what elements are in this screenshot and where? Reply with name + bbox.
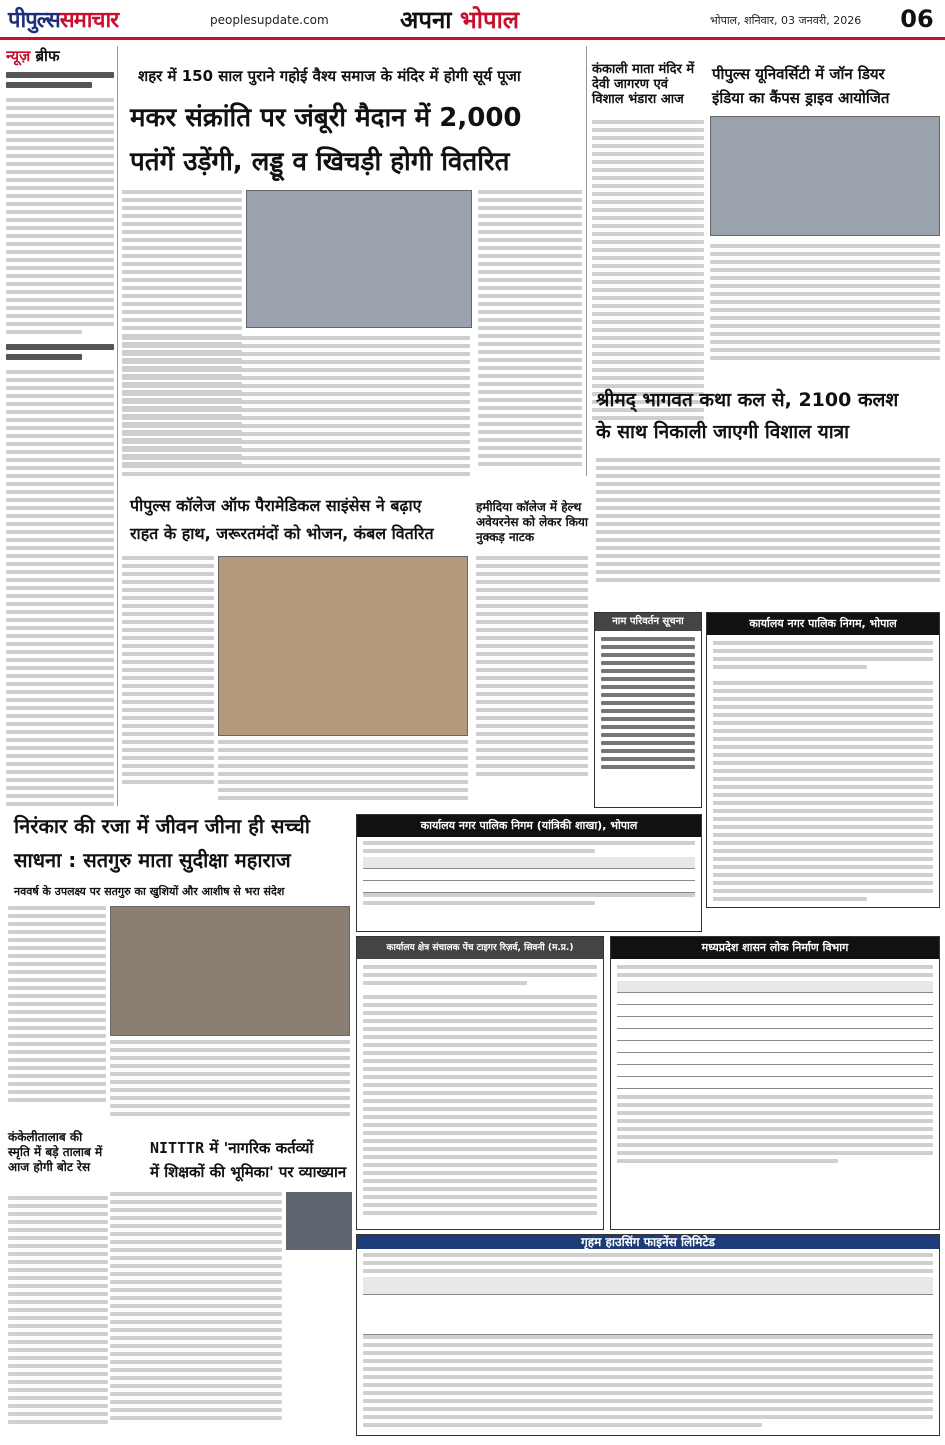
university-headline-line1: पीपुल्स यूनिवर्सिटी में जॉन डियर: [712, 65, 885, 83]
nirankar-headline-line2: साधना : सतगुरु माता सुदीक्षा महाराज: [14, 848, 291, 872]
brand-logo: पीपुल्ससमाचार: [8, 8, 119, 33]
blanket-distribution-photo: [218, 556, 468, 736]
nitttr-headline-line1: NITTTR में 'नागरिक कर्तव्यों: [150, 1139, 314, 1157]
university-body: [710, 244, 940, 374]
paramedical-column: [122, 556, 214, 806]
lead-kicker: शहर में 150 साल पुराने गहोई वैश्य समाज के मंदिर में होगी सूर्य पूजा: [138, 67, 521, 85]
nagar-nigam-title-1: कार्यालय नगर पालिक निगम, भोपाल: [707, 613, 939, 635]
lead-side-column: [478, 190, 582, 490]
column-divider: [586, 46, 587, 476]
bhagwat-headline-line1: श्रीमद् भागवत कथा कल से, 2100 कलश: [596, 389, 899, 411]
section-title: अपना भोपाल: [400, 6, 520, 34]
campus-drive-photo: [710, 116, 940, 236]
satsang-crowd-photo: [110, 906, 350, 1036]
bhagwat-body: [596, 458, 940, 598]
homeo-body: [476, 556, 588, 806]
nitttr-body: [110, 1192, 282, 1432]
paramedical-body: [218, 740, 468, 806]
boat-race-body: [8, 1196, 108, 1436]
website-link[interactable]: peoplesupdate.com: [210, 13, 329, 27]
kankali-headline: कंकाली माता मंदिर में देवी जागरण एवं विशाल भंडारा आज: [592, 62, 695, 107]
nitttr-headline-line2: में शिक्षकों की भूमिका' पर व्याख्यान: [150, 1163, 347, 1181]
pench-title: कार्यालय क्षेत्र संचालक पेंच टाइगर रिज़र्व, सिवनी (म.प्र.): [357, 937, 603, 959]
news-brief-label: न्यूज़ ब्रीफ: [6, 47, 60, 65]
kite-festival-photo: [246, 190, 472, 328]
nirankar-subhead: नववर्ष के उपलक्ष्य पर सतगुरु का खुशियों और आशीष से भरा संदेश: [14, 885, 285, 898]
lead-headline-line1: मकर संक्रांति पर जंबूरी मैदान में 2,000: [130, 103, 522, 133]
lead-headline-line2: पतंगें उड़ेंगी, लड्डू व खिचड़ी होगी वितरित: [130, 147, 510, 177]
pwd-title: मध्यप्रदेश शासन लोक निर्माण विभाग: [611, 937, 939, 959]
pwd-notice: [610, 936, 940, 1230]
lecture-speaker-photo: [286, 1192, 352, 1250]
name-change-notice: [594, 612, 702, 808]
homeo-headline: हमीदिया कॉलेज में हेल्थ अवेयरनेस को लेकर किया नुक्कड़ नाटक: [476, 500, 588, 544]
dateline: भोपाल, शनिवार, 03 जनवरी, 2026: [710, 14, 862, 27]
paramedical-headline-line1: पीपुल्स कॉलेज ऑफ पैरामेडिकल साइंसेस ने बढ़ाए: [130, 496, 422, 515]
paramedical-headline-line2: राहत के हाथ, जरूरतमंदों को भोजन, कंबल वितरित: [130, 524, 434, 543]
griham-title: गृहम हाउसिंग फाइनेंस लिमिटेड: [357, 1235, 939, 1249]
nirankar-body: [110, 1040, 350, 1126]
boat-race-headline: कंकेलीतालाब की स्मृति में बड़े तालाब में आज होगी बोट रेस: [8, 1130, 103, 1174]
nirankar-column: [8, 906, 106, 1126]
nagar-nigam-notice-2: [356, 814, 702, 932]
lead-body: [122, 336, 470, 486]
page-number: 06: [900, 5, 934, 33]
nagar-nigam-title-2: कार्यालय नगर पालिक निगम (यांत्रिकी शाखा), भोपाल: [357, 815, 701, 837]
bhagwat-headline-line2: के साथ निकाली जाएगी विशाल यात्रा: [596, 421, 850, 443]
nagar-nigam-notice-1: [706, 612, 940, 908]
griham-notice: [356, 1234, 940, 1436]
pench-notice: [356, 936, 604, 1230]
name-change-title: नाम परिवर्तन सूचना: [595, 613, 701, 631]
column-divider: [117, 46, 118, 806]
news-brief-column: [6, 46, 114, 806]
university-headline-line2: इंडिया का कैंपस ड्राइव आयोजित: [712, 89, 890, 107]
nirankar-headline-line1: निरंकार की रजा में जीवन जीना ही सच्ची: [14, 814, 310, 838]
